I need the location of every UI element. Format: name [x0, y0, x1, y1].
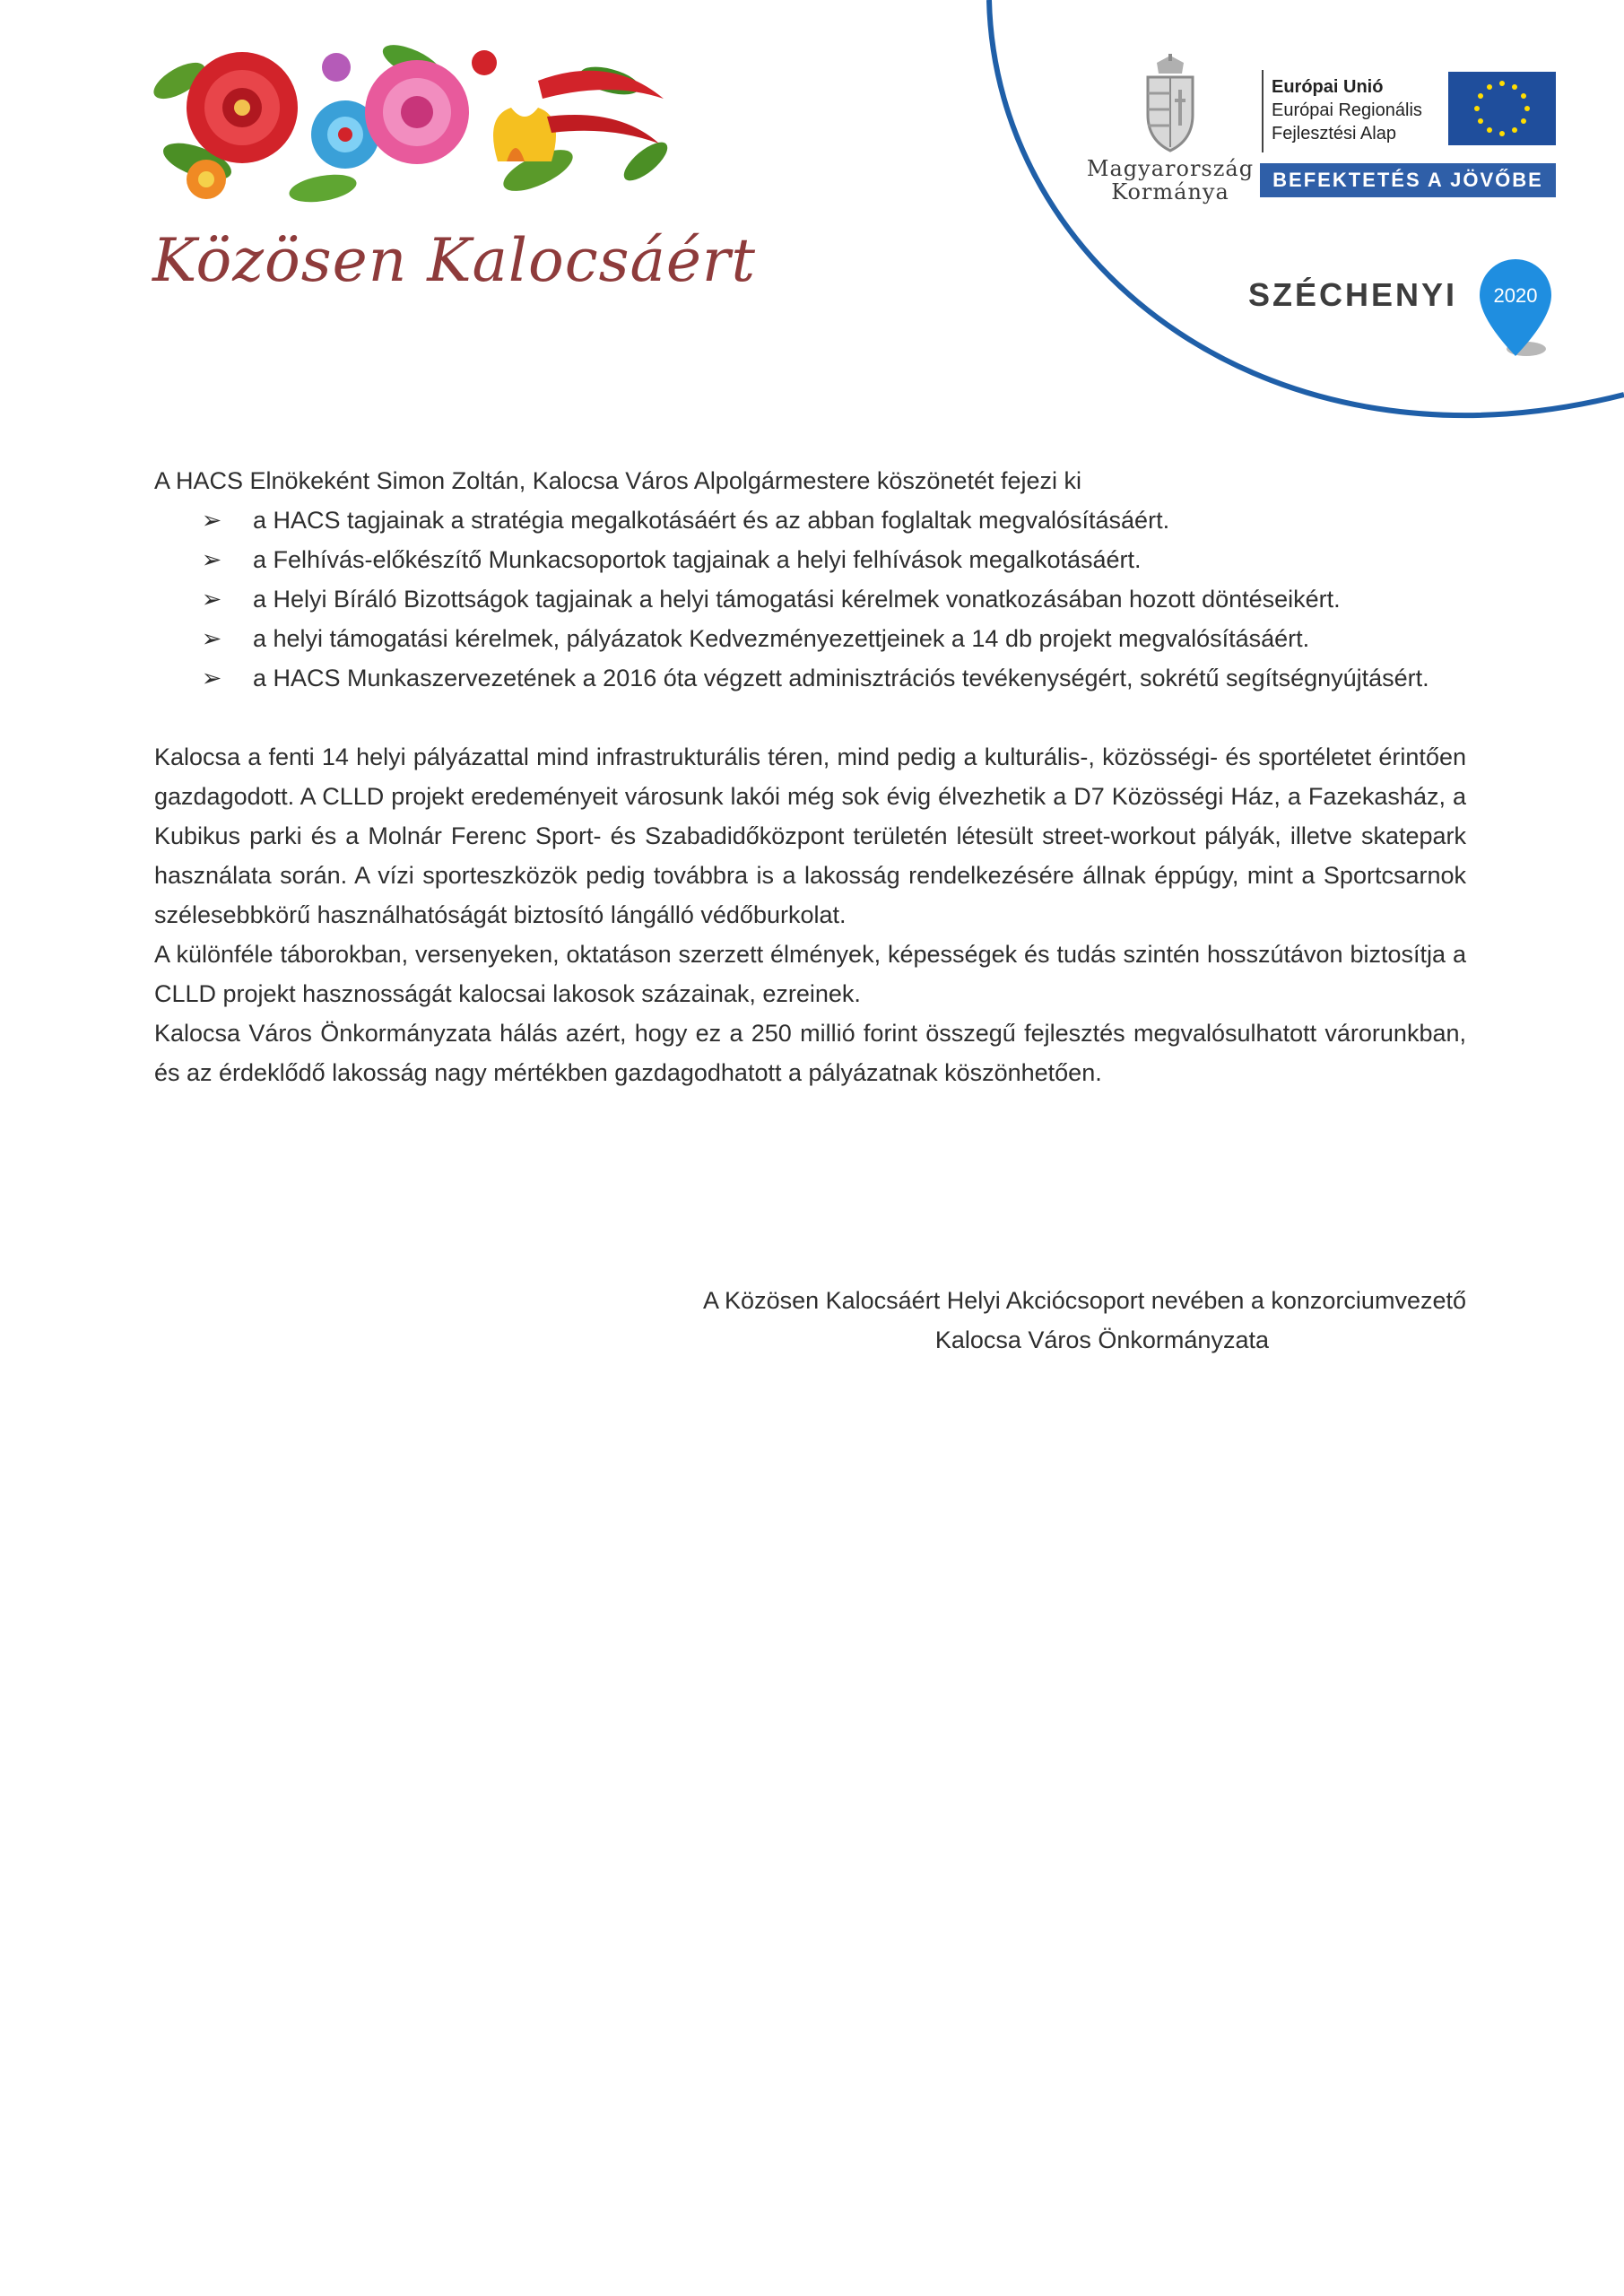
list-item: [154, 540, 1466, 579]
list-item: [154, 619, 1466, 658]
paragraph-spacer: [154, 698, 1466, 737]
signature-block: [538, 1281, 1466, 1360]
eu-divider: [1262, 70, 1264, 152]
kozosen-kalocsaert-logo: [143, 27, 757, 309]
logo-script-text: Közösen Kalocsáért: [152, 226, 757, 295]
szechenyi-label: SZÉCHENYI: [1248, 276, 1458, 313]
arrow-bullet-icon: ➢: [201, 586, 222, 613]
list-item-text: a helyi támogatási kérelmek, pályázatok Kedvezményezettjeinek a 14 db projekt megvalósításáért.: [253, 625, 1310, 652]
arrow-bullet-icon: ➢: [201, 546, 222, 573]
floral-ornament-icon: [143, 27, 673, 224]
eu-text-block: [1272, 75, 1422, 145]
signature-line-1: A Közösen Kalocsáért Helyi Akciócsoport nevében a konzorciumvezető: [703, 1287, 1466, 1314]
paragraph-2: A különféle táborokban, versenyeken, oktatáson szerzett élmények, képességek és tudás szintén hosszútávon biztosítja a CLLD projekt hasznosságát kalocsai lakosok százainak, ezreinek.: [154, 941, 1466, 1007]
list-item: [154, 579, 1466, 619]
eu-sub-2: Fejlesztési Alap: [1272, 124, 1396, 144]
list-item-text: a Helyi Bíráló Bizottságok tagjainak a helyi támogatási kérelmek vonatkozásában hozott döntéseikért.: [253, 586, 1341, 613]
arrow-bullet-icon: ➢: [201, 507, 222, 534]
list-item-text: a HACS tagjainak a stratégia megalkotásáért és az abban foglaltak megvalósításáért.: [253, 507, 1170, 534]
government-logo: [1085, 54, 1255, 204]
thanks-list: [154, 500, 1466, 698]
paragraph-1: Kalocsa a fenti 14 helyi pályázattal mind infrastrukturális téren, mind pedig a kulturális-, közösségi- és sportéletet érintően gazdagodott. A CLLD projekt eredeményeit városunk lakói még sok évig élvezhetik a D7 Közösségi Ház, a Fazekasház, a Kubikus parki és a Molnár Ferenc Sport- és Szabadidőközpont területén létesült street-workout pályák, illetve skatepark használata során. A vízi sporteszközök pedig továbbra is a lakosság rendelkezésére állnak éppúgy, mint a Sportcsarnok szélesebbkörű használhatóságát biztosító lángálló védőburkolat.: [154, 744, 1466, 928]
invest-banner: BEFEKTETÉS A JÖVŐBE: [1260, 163, 1556, 197]
intro-text: A HACS Elnökeként Simon Zoltán, Kalocsa Város Alpolgármestere köszönetét fejezi ki: [154, 467, 1082, 494]
szechenyi-pin-icon: [1471, 256, 1560, 363]
arrow-bullet-icon: ➢: [201, 625, 222, 652]
gov-line-1: Magyarország: [1086, 156, 1255, 181]
letter-body: [154, 461, 1466, 1092]
eu-title: Európai Unió: [1272, 77, 1384, 97]
paragraph-3: Kalocsa Város Önkormányzata hálás azért, hogy ez a 250 millió forint összegű fejlesztés megvalósulhatott várorunkban, és az érdeklődő lakosság nagy mértékben gazdagodhatott a pályázatnak köszönhetően.: [154, 1020, 1466, 1086]
list-item: [154, 500, 1466, 540]
szechenyi-year: 2020: [1493, 284, 1538, 307]
eu-sub-1: Európai Regionális: [1272, 100, 1422, 120]
coat-of-arms-icon: [1139, 54, 1202, 152]
eu-flag-icon: [1448, 72, 1556, 145]
list-item-text: a HACS Munkaszervezetének a 2016 óta végzett adminisztrációs tevékenységért, sokrétű segítségnyújtásért.: [253, 665, 1429, 691]
gov-line-2: Kormánya: [1111, 179, 1229, 204]
list-item: [154, 658, 1466, 698]
arrow-bullet-icon: ➢: [201, 665, 222, 691]
list-item-text: a Felhívás-előkészítő Munkacsoportok tagjainak a helyi felhívások megalkotásáért.: [253, 546, 1142, 573]
signature-line-2: Kalocsa Város Önkormányzata: [934, 1326, 1269, 1353]
